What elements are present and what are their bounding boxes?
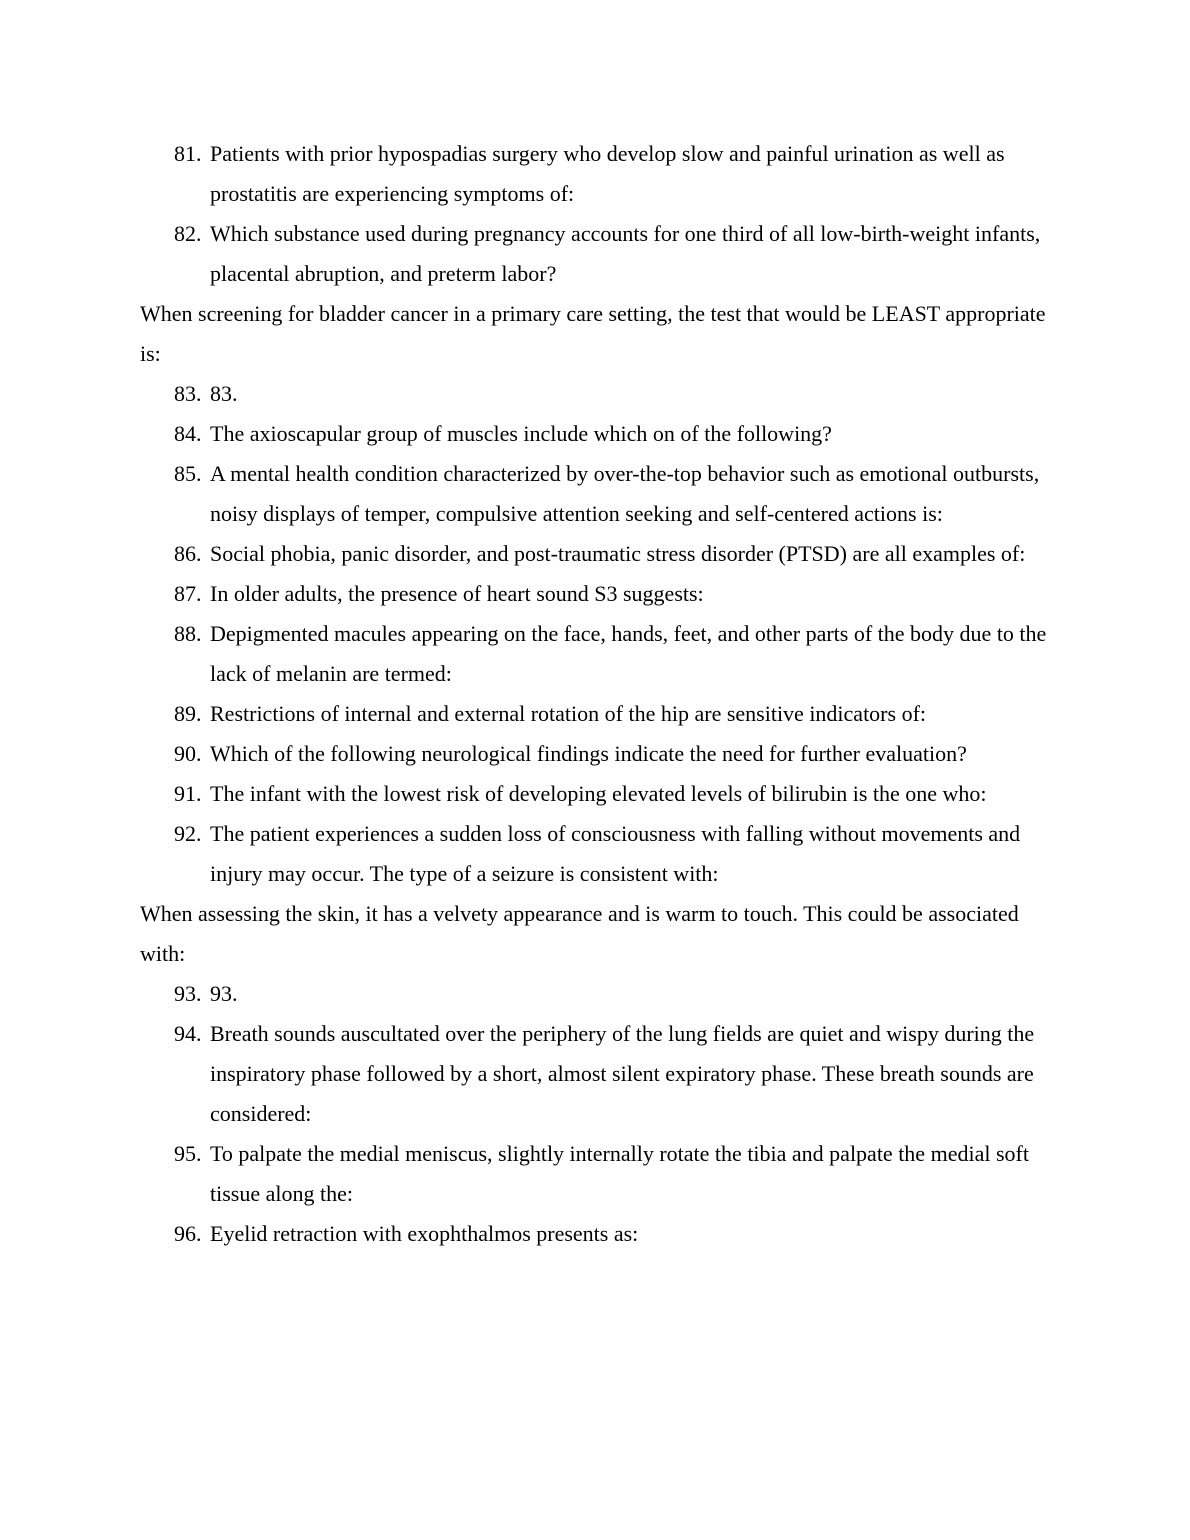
question-number: 89.: [174, 701, 202, 726]
question-number: 82.: [174, 221, 202, 246]
question-item: [140, 814, 1050, 894]
question-number: 88.: [174, 621, 202, 646]
question-item: [140, 614, 1050, 694]
question-number: 81.: [174, 141, 202, 166]
question-text: The axioscapular group of muscles include which on of the following?: [210, 421, 832, 446]
question-number: 96.: [174, 1221, 202, 1246]
question-list: [140, 134, 1050, 1254]
question-item: [140, 694, 1050, 734]
question-number: 85.: [174, 461, 202, 486]
question-number: 95.: [174, 1141, 202, 1166]
question-item: [140, 534, 1050, 574]
question-text: To palpate the medial meniscus, slightly internally rotate the tibia and palpate the medial soft tissue along the:: [210, 1141, 1029, 1206]
question-item: [140, 1014, 1050, 1134]
question-item: [140, 1214, 1050, 1254]
question-text: Eyelid retraction with exophthalmos presents as:: [210, 1221, 639, 1246]
unnumbered-question-paragraph: When screening for bladder cancer in a primary care setting, the test that would be LEAST appropriate is:: [140, 301, 1046, 366]
question-item: [140, 774, 1050, 814]
question-item: [140, 134, 1050, 214]
question-text: Which substance used during pregnancy accounts for one third of all low-birth-weight infants, placental abruption, and preterm labor?: [210, 221, 1041, 286]
question-number: 84.: [174, 421, 202, 446]
question-number: 91.: [174, 781, 202, 806]
question-text: The infant with the lowest risk of developing elevated levels of bilirubin is the one who:: [210, 781, 987, 806]
question-number: 90.: [174, 741, 202, 766]
question-text: Breath sounds auscultated over the periphery of the lung fields are quiet and wispy during the inspiratory phase followed by a short, almost silent expiratory phase. These breath sounds are considered:: [210, 1021, 1035, 1126]
question-text: 83.: [210, 381, 238, 406]
question-text: A mental health condition characterized by over-the-top behavior such as emotional outbursts, noisy displays of temper, compulsive attention seeking and self-centered actions is:: [210, 461, 1040, 526]
question-item: [140, 734, 1050, 774]
question-text: Depigmented macules appearing on the face, hands, feet, and other parts of the body due to the lack of melanin are termed:: [210, 621, 1047, 686]
question-text: 93.: [210, 981, 238, 1006]
question-number: 94.: [174, 1021, 202, 1046]
question-item: [140, 1134, 1050, 1214]
question-number: 93.: [174, 981, 202, 1006]
question-item: [140, 214, 1050, 294]
question-number: 86.: [174, 541, 202, 566]
question-text: Which of the following neurological findings indicate the need for further evaluation?: [210, 741, 967, 766]
question-item: [140, 374, 1050, 414]
unnumbered-question-paragraph: When assessing the skin, it has a velvety appearance and is warm to touch. This could be associated with:: [140, 901, 1019, 966]
question-text: In older adults, the presence of heart sound S3 suggests:: [210, 581, 704, 606]
question-item: [140, 574, 1050, 614]
question-text: Social phobia, panic disorder, and post-traumatic stress disorder (PTSD) are all examples of:: [210, 541, 1026, 566]
question-item: [140, 974, 1050, 1014]
question-text: The patient experiences a sudden loss of consciousness with falling without movements and injury may occur. The type of a seizure is consistent with:: [210, 821, 1021, 886]
question-number: 83.: [174, 381, 202, 406]
question-item: [140, 414, 1050, 454]
question-number: 92.: [174, 821, 202, 846]
question-item: [140, 454, 1050, 534]
question-number: 87.: [174, 581, 202, 606]
question-text: Patients with prior hypospadias surgery who develop slow and painful urination as well as prostatitis are experiencing symptoms of:: [210, 141, 1005, 206]
question-text: Restrictions of internal and external rotation of the hip are sensitive indicators of:: [210, 701, 927, 726]
